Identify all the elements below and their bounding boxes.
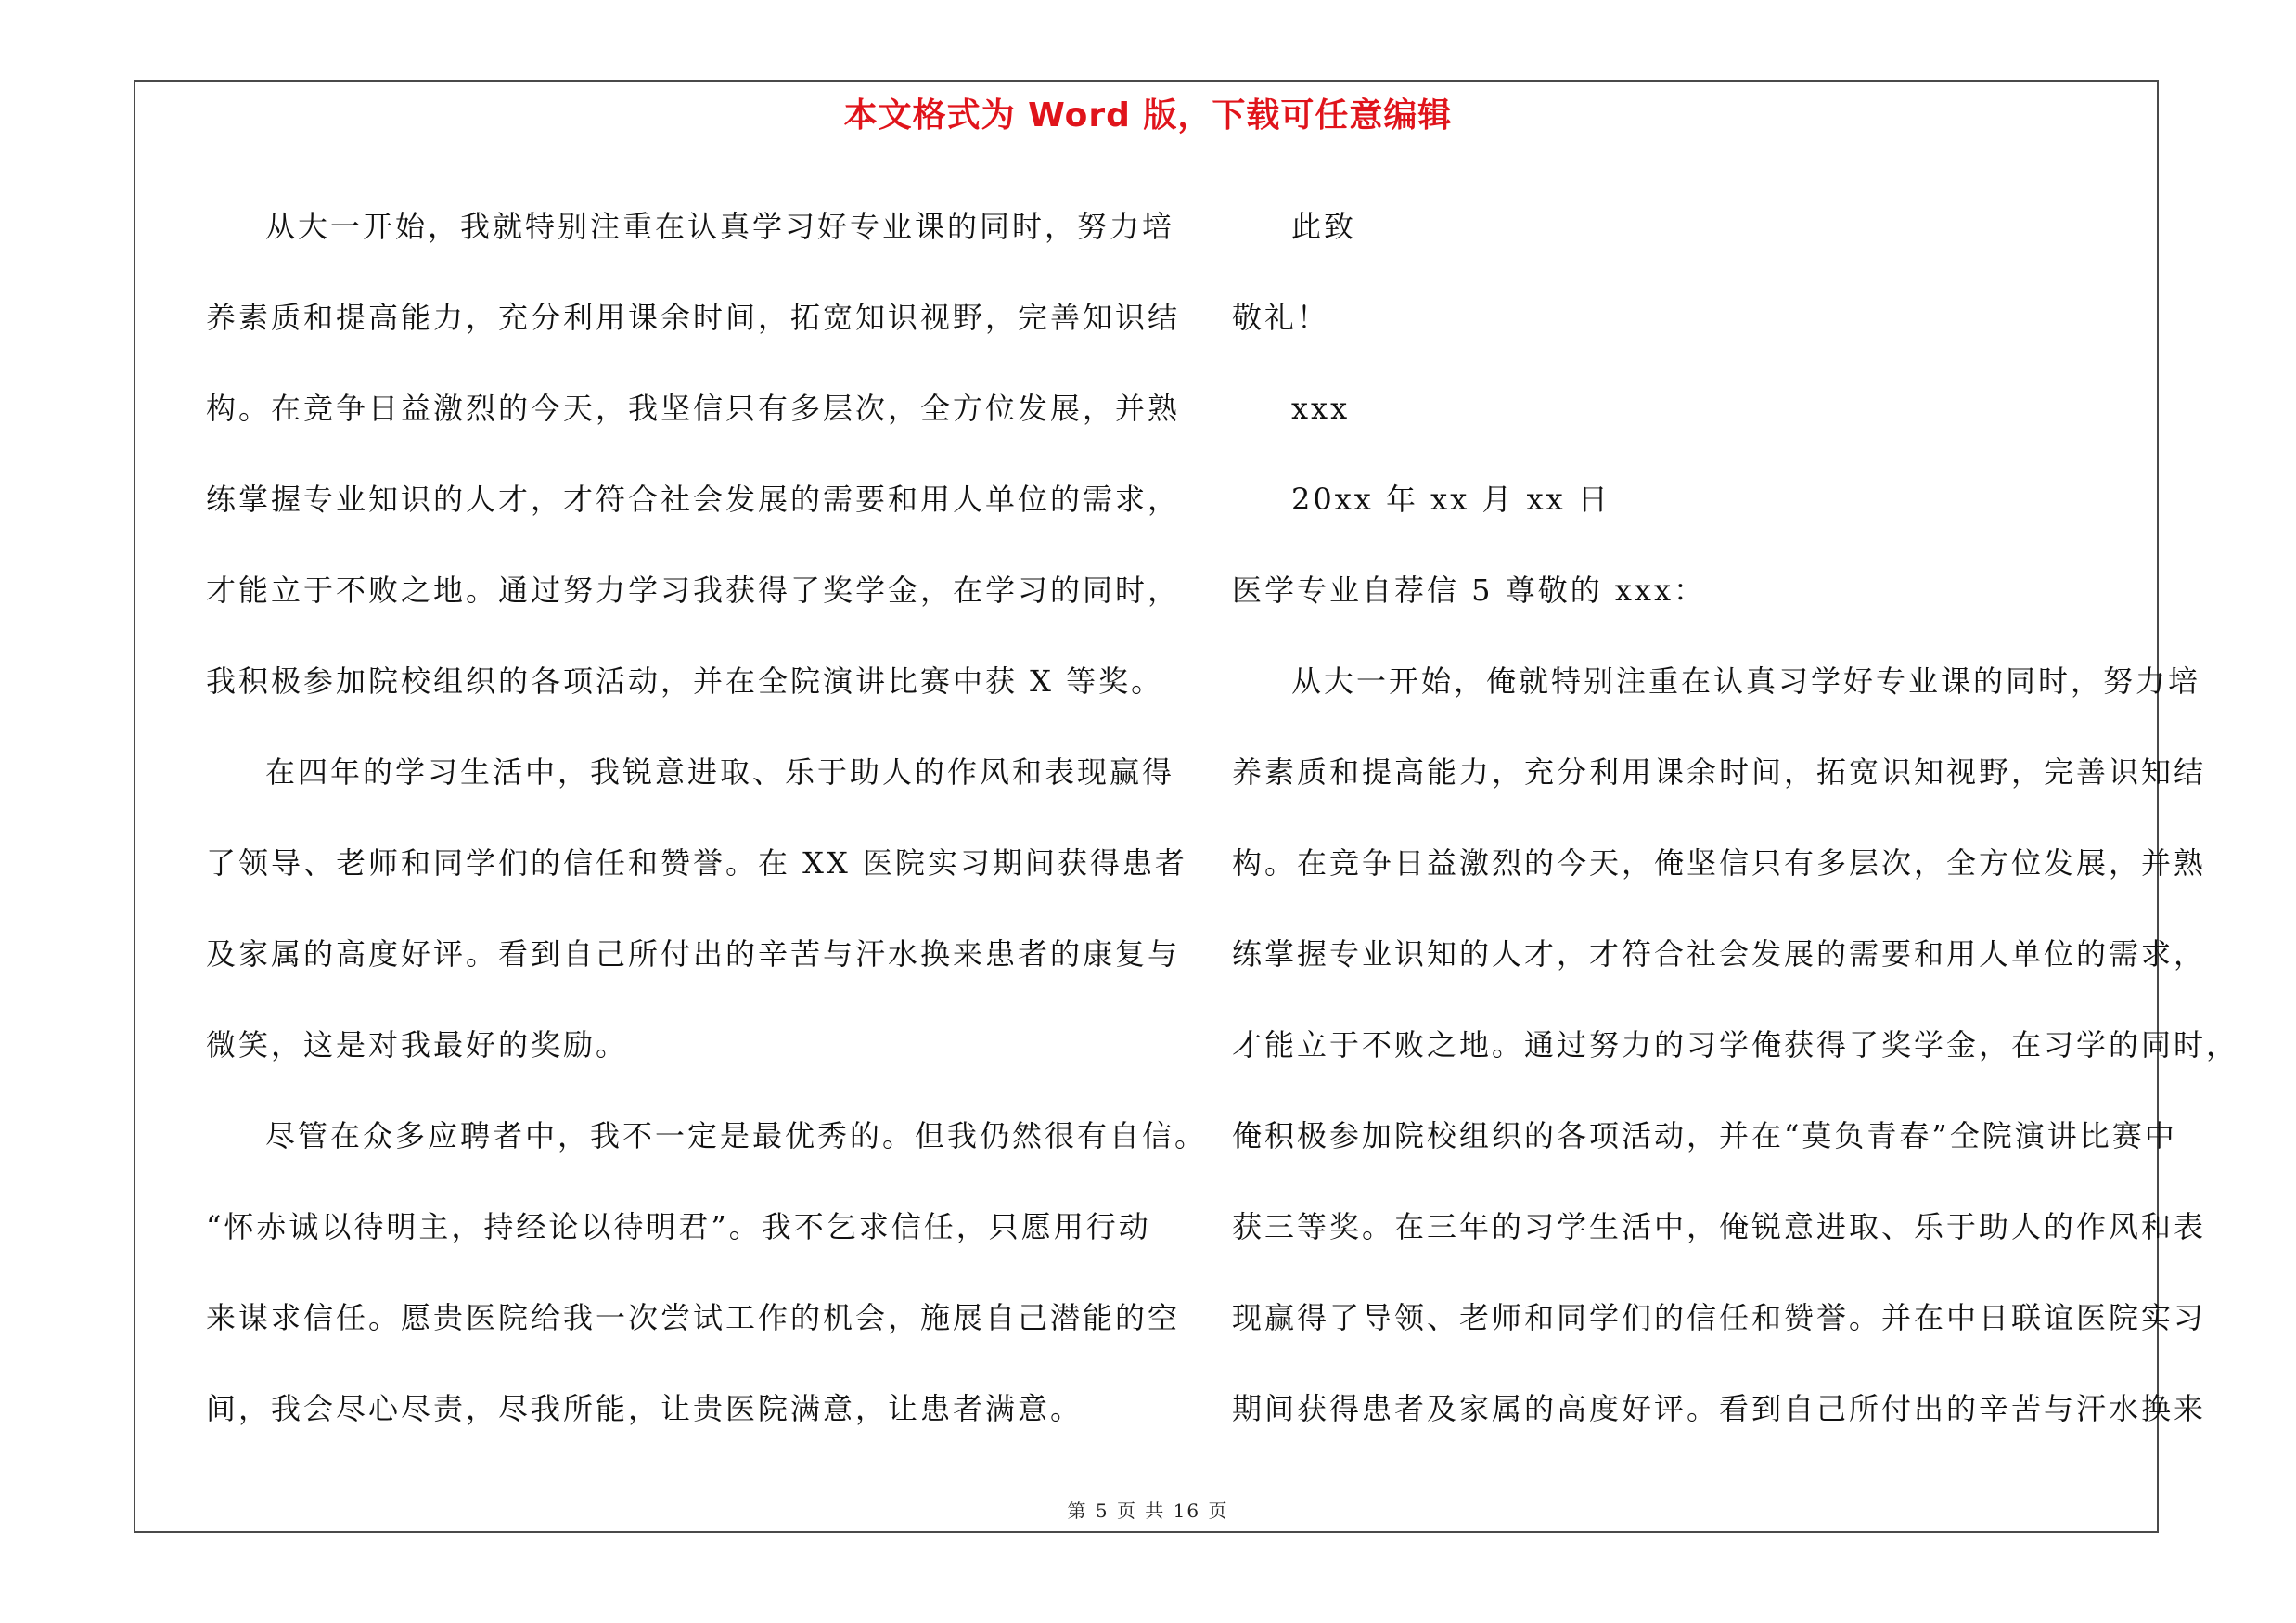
signature-name: xxx xyxy=(1291,391,1351,426)
text-line: 练掌握专业识知的人才，才符合社会发展的需要和用人单位的需求， xyxy=(1232,936,2207,972)
signature-date: 20xx 年 xx 月 xx 日 xyxy=(1291,482,1610,517)
text-line: 从大一开始，我就特别注重在认真学习好专业课的同时，努力培 xyxy=(265,209,1175,244)
text-line: 才能立于不败之地。通过努力学习我获得了奖学金，在学习的同时， xyxy=(206,573,1181,608)
text-line: 俺积极参加院校组织的各项活动，并在“莫负青春”全院演讲比赛中 xyxy=(1232,1118,2177,1153)
text-line: 养素质和提高能力，充分利用课余时间，拓宽知识视野，完善知识结 xyxy=(206,300,1181,335)
text-line: 在四年的学习生活中，我锐意进取、乐于助人的作风和表现赢得 xyxy=(265,754,1175,790)
text-line: 构。在竞争日益激烈的今天，我坚信只有多层次，全方位发展，并熟 xyxy=(206,391,1181,426)
text-line: 构。在竞争日益激烈的今天，俺坚信只有多层次，全方位发展，并熟 xyxy=(1232,845,2207,881)
left-column xyxy=(206,181,1208,1454)
text-line: 了领导、老师和同学们的信任和赞誉。在 XX 医院实习期间获得患者 xyxy=(206,845,1187,881)
page-number-footer: 第 5 页 共 16 页 xyxy=(1067,1500,1229,1522)
text-line: “怀赤诚以待明主，持经论以待明君”。我不乞求信任，只愿用行动 xyxy=(206,1209,1151,1244)
closing-salutation: 此致 xyxy=(1291,209,1357,244)
text-line: 期间获得患者及家属的高度好评。看到自己所付出的辛苦与汗水换来 xyxy=(1232,1391,2207,1426)
text-line: 间，我会尽心尽责，尽我所能，让贵医院满意，让患者满意。 xyxy=(206,1391,1084,1426)
word-format-banner: 本文格式为 Word 版，下载可任意编辑 xyxy=(843,97,1453,135)
closing-regards: 敬礼！ xyxy=(1232,300,1330,335)
text-line: 从大一开始，俺就特别注重在认真习学好专业课的同时，努力培 xyxy=(1291,663,2201,699)
text-line: 养素质和提高能力，充分利用课余时间，拓宽识知视野，完善识知结 xyxy=(1232,754,2207,790)
text-line: 来谋求信任。愿贵医院给我一次尝试工作的机会，施展自己潜能的空 xyxy=(206,1300,1181,1335)
text-line: 获三等奖。在三年的习学生活中，俺锐意进取、乐于助人的作风和表 xyxy=(1232,1209,2207,1244)
text-line: 及家属的高度好评。看到自己所付出的辛苦与汗水换来患者的康复与 xyxy=(206,936,1181,972)
text-line: 才能立于不败之地。通过努力的习学俺获得了奖学金，在习学的同时， xyxy=(1232,1027,2239,1063)
right-column xyxy=(1232,181,2239,1454)
text-line: 现赢得了导领、老师和同学们的信任和赞誉。并在中日联谊医院实习 xyxy=(1232,1300,2207,1335)
text-line: 尽管在众多应聘者中，我不一定是最优秀的。但我仍然很有自信。 xyxy=(265,1118,1208,1153)
text-line: 微笑，这是对我最好的奖励。 xyxy=(206,1027,629,1063)
text-line: 我积极参加院校组织的各项活动，并在全院演讲比赛中获 X 等奖。 xyxy=(206,663,1164,699)
letter-heading: 医学专业自荐信 5 尊敬的 xxx： xyxy=(1232,573,1707,608)
text-line: 练掌握专业知识的人才，才符合社会发展的需要和用人单位的需求， xyxy=(206,482,1181,517)
